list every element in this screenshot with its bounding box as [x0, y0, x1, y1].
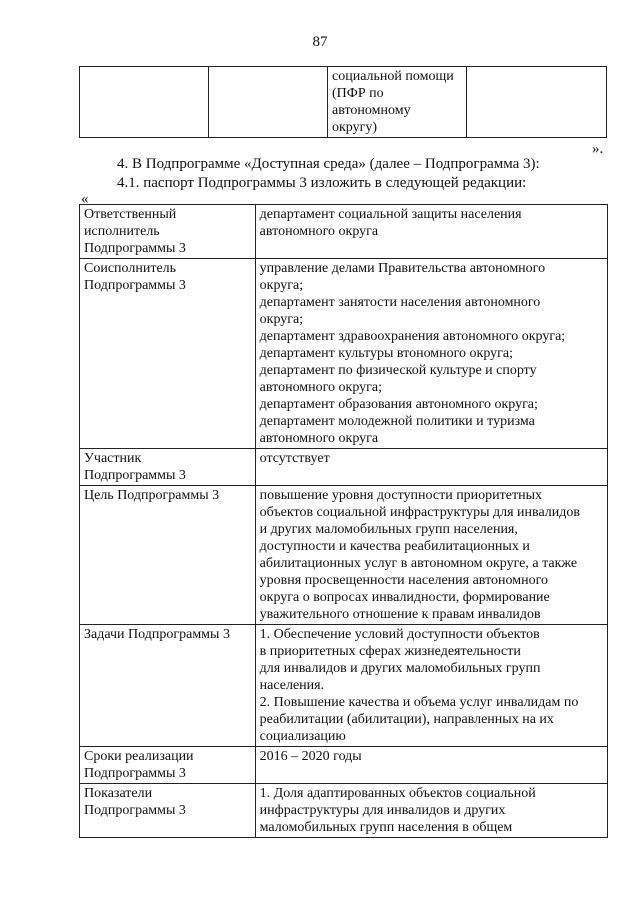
passport-value-line: 2016 – 2020 годы [259, 749, 362, 764]
passport-value-line: и других маломобильных групп населения, [259, 522, 518, 537]
passport-row [80, 259, 608, 449]
passport-label-cell [80, 486, 256, 625]
passport-value-line: населения. [259, 678, 325, 693]
passport-label-line: Цель Подпрограммы 3 [84, 488, 220, 503]
passport-value-cell [255, 625, 607, 747]
passport-value-line: автономного округа; [259, 380, 383, 395]
cell-text: автономному [332, 103, 411, 118]
cell-text: округу) [332, 120, 378, 135]
passport-label-cell [80, 784, 256, 838]
passport-label-cell [80, 625, 256, 747]
passport-value-cell [255, 449, 607, 486]
passport-row [80, 486, 608, 625]
passport-row [80, 449, 608, 486]
passport-value-line: округа; [259, 312, 304, 327]
passport-value-line: уровня просвещенности населения автономного [259, 573, 548, 588]
passport-value-line: департамент культуры втономного округа; [259, 346, 514, 361]
table-cell [209, 67, 328, 138]
table-cell [80, 67, 209, 138]
cell-text: социальной помощи [332, 69, 454, 84]
passport-label-line: Показатели [84, 786, 153, 801]
passport-value-cell [255, 259, 607, 449]
passport-label-line: Подпрограммы 3 [84, 278, 186, 293]
passport-value-line: инфраструктуры для инвалидов и других [259, 803, 506, 818]
passport-label-line: Подпрограммы 3 [84, 241, 186, 256]
table-cell [328, 67, 467, 138]
passport-row [80, 205, 608, 259]
passport-label-line: Подпрограммы 3 [84, 766, 186, 781]
passport-value-line: маломобильных групп населения в общем [259, 820, 513, 835]
passport-label-cell [80, 449, 256, 486]
passport-label-line: исполнитель [84, 224, 160, 239]
passport-row [80, 747, 608, 784]
continuation-table [79, 66, 607, 138]
passport-value-line: департамент образования автономного округа; [259, 397, 538, 412]
passport-label-line: Подпрограммы 3 [84, 468, 186, 483]
passport-value-line: департамент занятости населения автономного [259, 295, 541, 310]
passport-row [80, 784, 608, 838]
passport-value-line: 1. Обеспечение условий доступности объектов [259, 627, 540, 642]
passport-value-line: абилитационных услуг в автономном округе, а также [259, 556, 578, 571]
page-number: 87 [312, 34, 328, 50]
passport-value-line: объектов социальной инфраструктуры для инвалидов [259, 505, 581, 520]
paragraph-passport: 4.1. паспорт Подпрограммы 3 изложить в следующей редакции: [117, 175, 527, 191]
passport-label-cell [80, 747, 256, 784]
passport-value-line: 1. Доля адаптированных объектов социальной [259, 786, 536, 801]
passport-value-line: повышение уровня доступности приоритетных [259, 488, 543, 503]
passport-row [80, 625, 608, 747]
passport-value-line: уважительного отношение к правам инвалидов [259, 607, 541, 622]
passport-value-line: отсутствует [259, 451, 330, 466]
passport-table-body [80, 205, 608, 838]
paragraph-subprogram: 4. В Подпрограмме «Доступная среда» (далее – Подпрограмма 3): [117, 156, 540, 172]
passport-value-line: департамент по физической культуре и спорту [259, 363, 537, 378]
passport-value-line: 2. Повышение качества и объема услуг инвалидам по [259, 695, 579, 710]
passport-label-line: Ответственный [84, 207, 177, 222]
passport-value-line: автономного округа [259, 431, 379, 446]
passport-value-line: округа; [259, 278, 304, 293]
passport-label-cell [80, 259, 256, 449]
passport-value-line: округа о вопросах инвалидности, формирование [259, 590, 550, 605]
table-cell [467, 67, 607, 138]
opening-quote: « [81, 191, 89, 207]
passport-value-cell [255, 205, 607, 259]
cell-text: (ПФР по [332, 86, 384, 101]
passport-table [79, 204, 608, 838]
passport-value-cell [255, 747, 607, 784]
closing-quote: ». [592, 141, 604, 157]
passport-label-line: Подпрограммы 3 [84, 803, 186, 818]
passport-value-line: социализацию [259, 729, 346, 744]
table-row [80, 67, 607, 138]
passport-value-cell [255, 486, 607, 625]
passport-value-line: в приоритетных сферах жизнедеятельности [259, 644, 521, 659]
passport-value-cell [255, 784, 607, 838]
passport-label-line: Задачи Подпрограммы 3 [84, 627, 230, 642]
passport-value-line: департамент здравоохранения автономного округа; [259, 329, 566, 344]
passport-value-line: департамент социальной защиты населения [259, 207, 522, 222]
passport-label-line: Участник [84, 451, 142, 466]
passport-value-line: для инвалидов и других маломобильных групп [259, 661, 541, 676]
passport-label-cell [80, 205, 256, 259]
passport-value-line: доступности и качества реабилитационных и [259, 539, 530, 554]
passport-value-line: реабилитации (абилитации), направленных на их [259, 712, 554, 727]
passport-value-line: департамент молодежной политики и туризма [259, 414, 535, 429]
passport-value-line: автономного округа [259, 224, 379, 239]
passport-label-line: Сроки реализации [84, 749, 194, 764]
passport-value-line: управление делами Правительства автономного [259, 261, 546, 276]
passport-label-line: Соисполнитель [84, 261, 177, 276]
